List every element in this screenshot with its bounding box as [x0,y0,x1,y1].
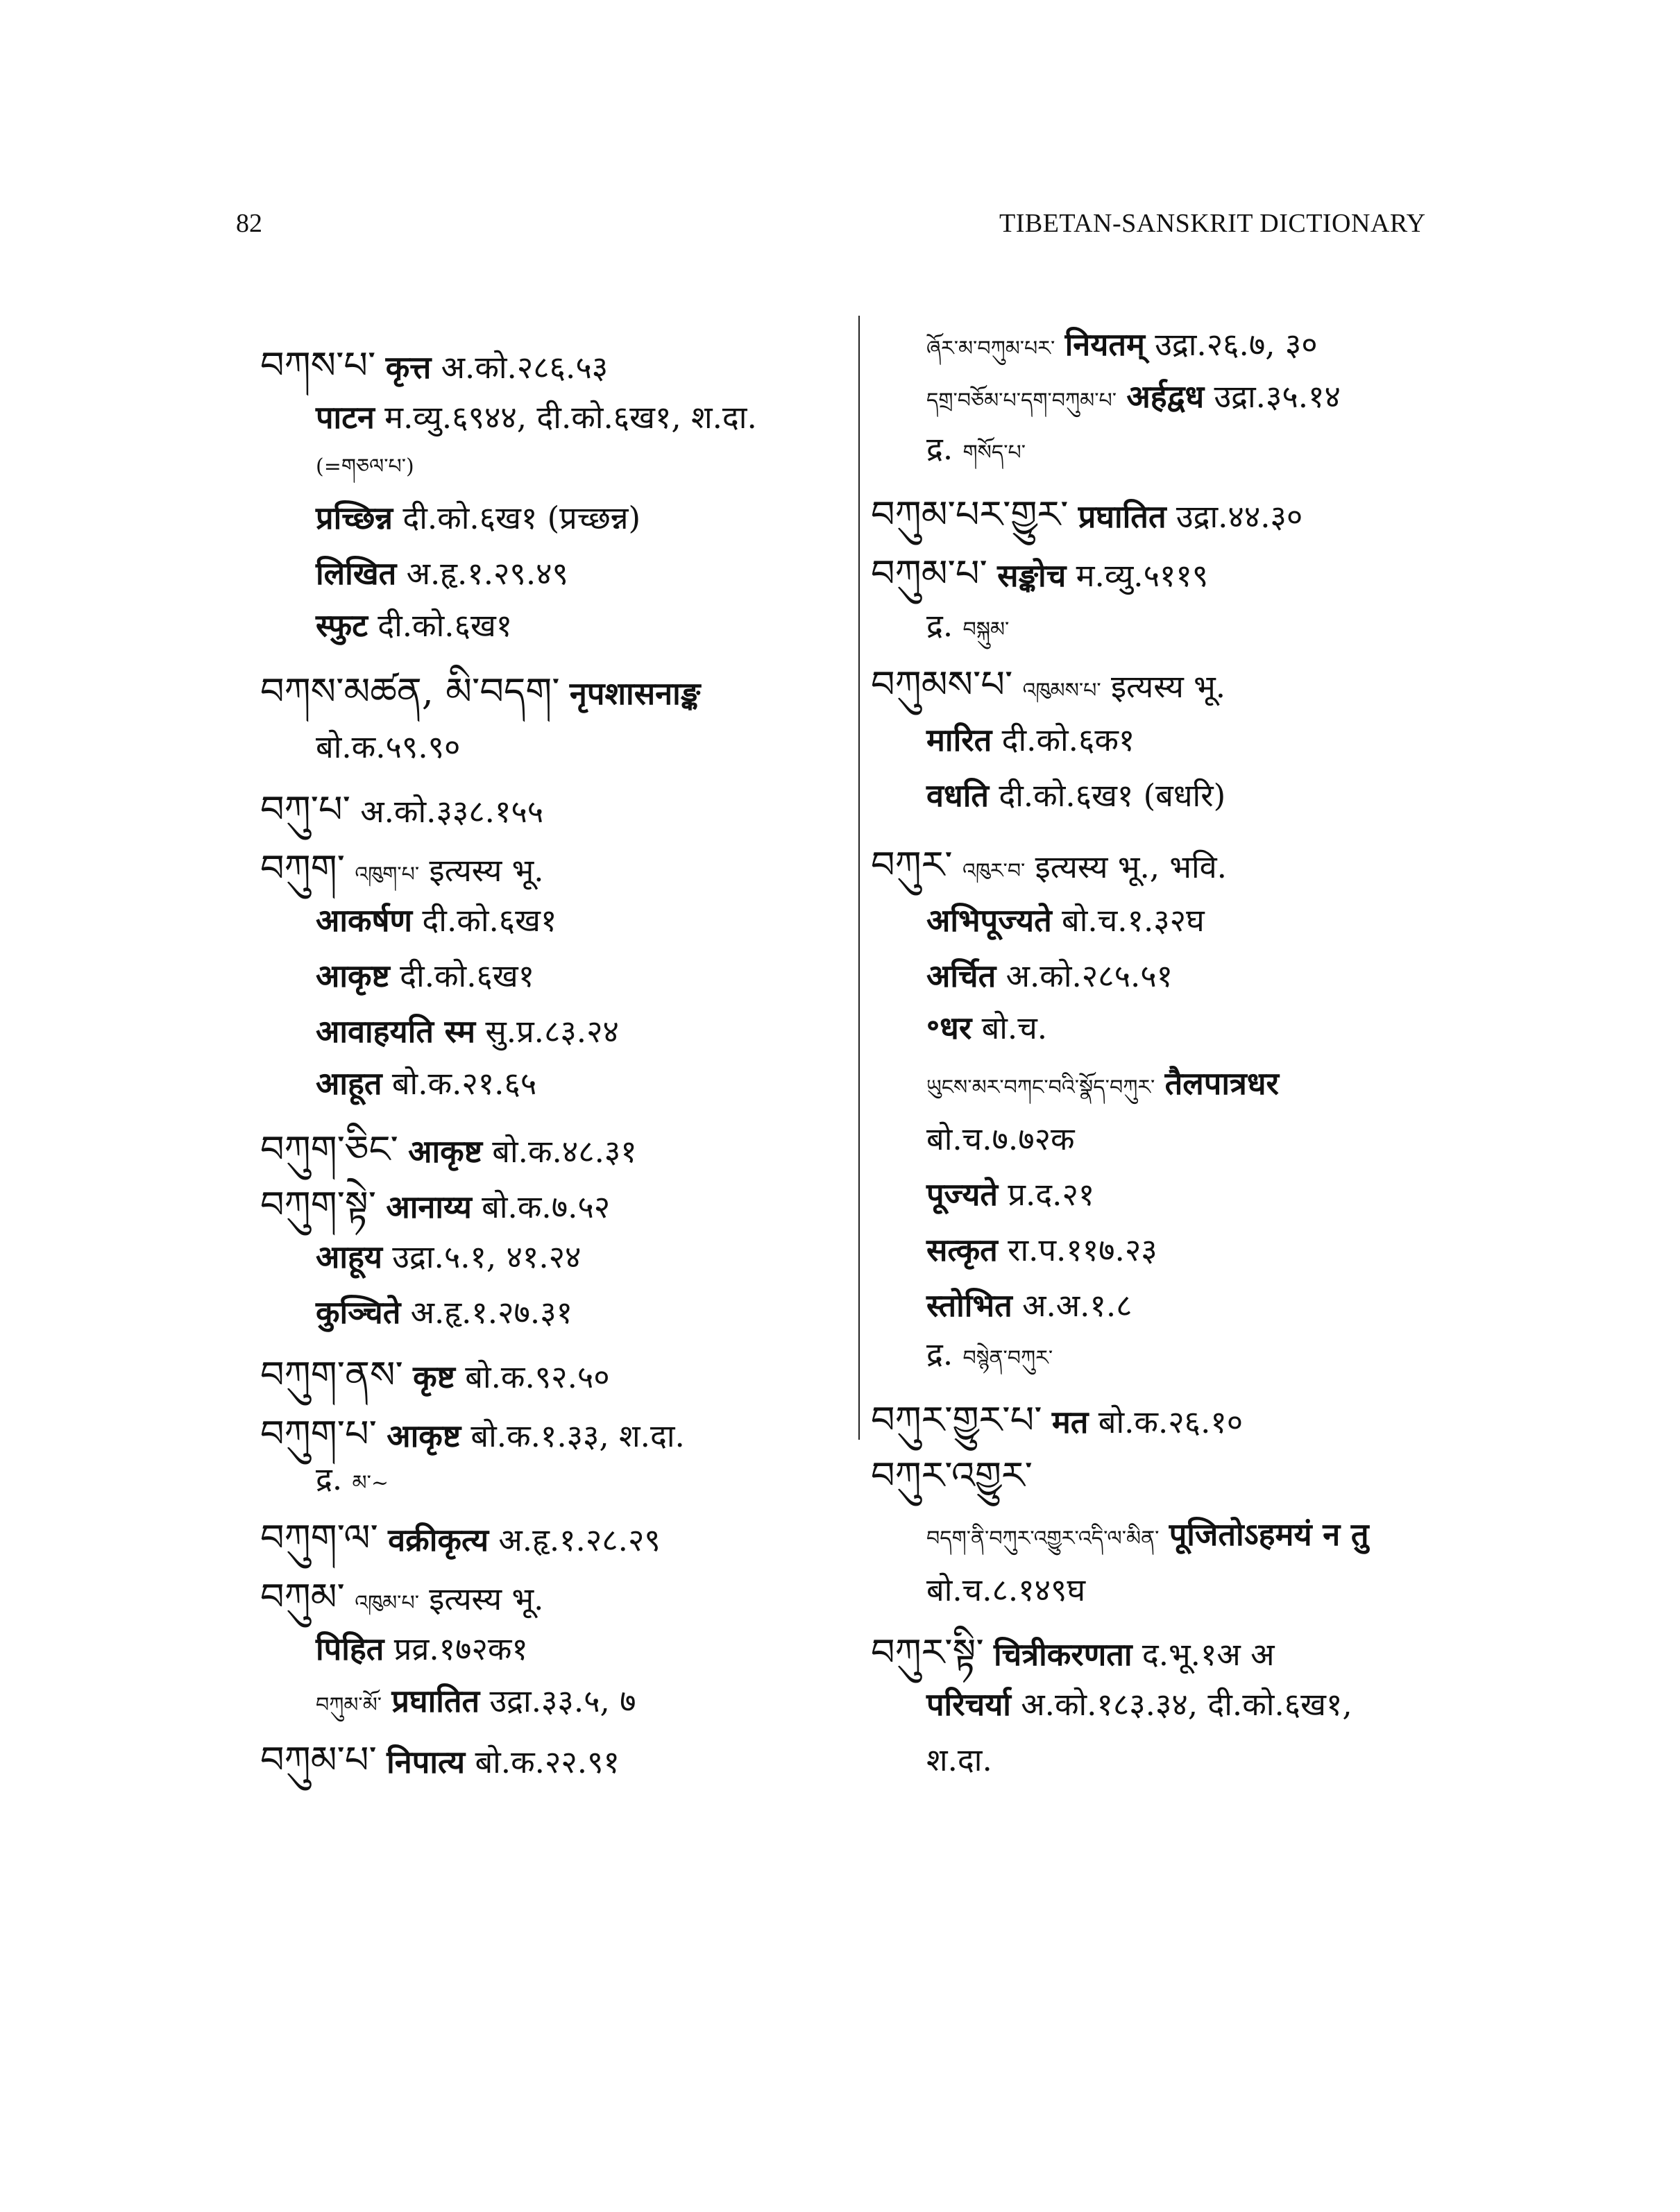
entry-line [926,1742,992,1779]
entry-line [871,493,1303,538]
headword: བཀུམ་པ་ [871,552,987,595]
entry-line [316,399,757,436]
headword: བཀུར་སྟི་ [871,1631,984,1674]
sanskrit-term: आवाहयति स्म [316,1013,476,1050]
entry-line [316,1065,536,1103]
sanskrit-term: आकृष्ट [408,1133,482,1170]
sanskrit-term: निपात्य [387,1744,466,1780]
reference-text: द्र. [926,430,963,467]
reference-text: अ.अ.१.८ [1012,1287,1132,1324]
reference-text: प्र.द.२१ [998,1176,1095,1213]
entry-line [260,1412,685,1457]
headword: བཀུམ་ [260,1575,345,1619]
reference-text: बो.क.४८.३१ [482,1133,637,1170]
tibetan-phrase: ཞོར་མ་བཀུམ་པར་ [926,337,1055,361]
entry-line [316,1683,636,1720]
reference-text: दी.को.६क१ [992,722,1135,758]
reference-text [377,1744,387,1780]
sanskrit-term: प्रघातित [391,1683,480,1719]
sanskrit-term: अर्चित [926,958,996,994]
headword: བཀུ་པ་ [260,788,350,831]
reference-text: अ.को.१८३.३४, दी.को.६ख१, [1010,1686,1352,1723]
entry-line [316,729,460,766]
entry-line [926,1287,1132,1325]
reference-text: दी.को.६ख१ [412,902,557,939]
reference-text [382,1683,391,1719]
tibetan-phrase: དགྲ་བཅོམ་པ་དག་བཀུམ་པ་ [926,389,1117,413]
reference-text: दी.को.६ख१ (बधरि) [989,777,1226,814]
reference-text [377,1418,387,1454]
reference-text: श.दा. [926,1742,992,1778]
reference-text: बो.क.७.५२ [471,1189,611,1225]
tibetan-phrase: བདག་ནི་བཀུར་འགྱུར་འདི་ལ་མིན་ [926,1526,1160,1551]
reference-text [398,1133,408,1170]
entry-line [926,722,1135,759]
sanskrit-term: नियतम् [1064,326,1145,363]
entry-line [871,552,1208,597]
tibetan-phrase: བཀུམ་མོ་ [316,1693,382,1717]
entry-line [316,1461,389,1498]
reference-text [984,1636,994,1673]
reference-text [1155,1065,1164,1102]
sanskrit-term: पूजितोऽहमयं न तु [1169,1516,1369,1553]
entry-line [316,444,414,482]
tibetan-phrase: གསོད་པ་ [962,441,1026,465]
sanskrit-term: तैलपात्रधर [1164,1065,1279,1102]
headword: བཀུག་ནས་ [260,1353,403,1397]
reference-text: द्र. [926,1336,963,1372]
reference-text: द्र. [926,607,963,644]
headword: བཀུར་གྱུར་པ་ [871,1398,1042,1442]
entry-line [316,1013,619,1050]
reference-text [403,1359,413,1395]
tibetan-phrase: འཁུག་པ་ [355,862,420,887]
reference-text [1117,378,1126,415]
reference-text: दी.को.६ख१ [367,607,513,644]
headword: བཀུག་ཅིང་ [260,1128,398,1171]
entry-line [260,1183,610,1228]
entry-line [926,378,1341,416]
entry-line [316,1239,581,1276]
reference-text [1159,1516,1169,1553]
reference-text: अ.हृ.१.२९.४९ [396,555,568,592]
entry-line [260,1128,637,1173]
entry-line [926,1176,1094,1214]
reference-text: म.व्यु.६९४४, दी.को.६ख१, श.दा. [374,399,757,436]
entry-line [316,958,534,995]
reference-text: उद्रा.२६.७, ३० [1144,326,1318,363]
sanskrit-term: स्तोभित [926,1287,1012,1324]
entry-line [260,788,543,833]
sanskrit-term: नृपशासनाङ्क [569,675,701,712]
reference-text [378,1522,388,1558]
entry-line [260,1575,543,1620]
reference-text: बो.च.८.१४९घ [926,1572,1086,1608]
entry-line [260,670,700,715]
reference-text: अ.को.३३८.१५५ [350,793,544,830]
headword: བཀུག་པ་ [260,1412,377,1456]
sanskrit-term: कृत्त [385,349,432,386]
entry-line [316,1294,572,1332]
reference-text: इत्यस्य भू., भवि. [1025,849,1227,885]
reference-text: उद्रा.३३.५, ७ [480,1683,636,1719]
sanskrit-term: मत [1051,1404,1089,1440]
tibetan-phrase: འཁུམ་པ་ [355,1591,419,1615]
entry-line [316,1631,528,1668]
reference-text: द्र. [316,1461,353,1497]
headword: བཀུམ་པ་ [260,1738,377,1782]
reference-text: इत्यस्य भू. [419,852,544,889]
sanskrit-term: आहूत [316,1065,382,1102]
sanskrit-term: पाटन [316,399,375,436]
reference-text: इत्यस्य भू. [1101,668,1226,705]
sanskrit-term: कुञ्चिते [316,1294,401,1331]
column-divider [858,316,860,1440]
reference-text: बो.क.२१.६५ [382,1065,537,1102]
entry-line [316,607,512,645]
reference-text [1055,326,1064,363]
reference-text: दी.को.६ख१ [389,958,535,994]
reference-text: अ.हृ.१.२८.२९ [489,1522,661,1558]
reference-text: द.भू.१अ अ [1132,1636,1275,1673]
tibetan-phrase: འཁུམས་པ་ [1022,679,1101,703]
reference-text: उद्रा.४४.३० [1166,498,1303,535]
reference-text [1068,498,1078,535]
entry-line [260,1738,620,1783]
reference-text [987,557,997,594]
sanskrit-term: मारित [926,722,992,758]
entry-line [871,1454,1033,1499]
entry-line [926,1232,1157,1269]
tibetan-phrase: (=གཅལ་པ་) [316,454,414,479]
reference-text: प्रव्र.१७२क१ [384,1631,528,1667]
tibetan-phrase: བསྐུམ་ [962,618,1010,642]
entry-line [260,1516,661,1561]
entry-line [926,430,1026,468]
sanskrit-term: सत्कृत [926,1232,998,1268]
sanskrit-term: वधति [926,777,990,814]
sanskrit-term: आकृष्ट [387,1418,461,1454]
sanskrit-term: आकृष्ट [316,958,390,994]
running-title: TIBETAN-SANSKRIT DICTIONARY [999,209,1426,238]
sanskrit-term: प्रच्छिन्न [316,500,393,536]
sanskrit-term: अर्हद्वध [1126,378,1205,415]
reference-text: सु.प्र.८३.२४ [475,1013,619,1050]
entry-line [926,326,1318,364]
reference-text: बो.क.५९.९० [316,729,461,765]
headword: བཀས་པ་ [260,343,376,387]
sanskrit-term: सङ्कोच [997,557,1067,594]
page-number: 82 [236,209,262,238]
reference-text: बो.क.१.३३, श.दा. [461,1418,685,1454]
reference-text [345,1581,355,1617]
reference-text [1042,1404,1052,1440]
reference-text [345,852,355,889]
tibetan-phrase: འཁུར་བ་ [962,859,1026,883]
tibetan-phrase: མ་~ [352,1471,389,1495]
entry-line [926,902,1205,939]
reference-text: म.व्यु.५११९ [1066,557,1209,594]
reference-text: बो.क.२२.९१ [465,1744,620,1780]
sanskrit-term: लिखित [316,555,397,592]
entry-line [926,607,1009,645]
sanskrit-term: स्फुट [316,607,368,644]
reference-text [375,349,385,386]
entry-line [926,958,1173,995]
sanskrit-term: आकर्षण [316,902,413,939]
reference-text [953,849,962,885]
sanskrit-term: अभिपूज्यते [926,902,1052,939]
entry-line [316,902,557,939]
entry-line [260,1353,610,1398]
reference-text: अ.को.२८६.५३ [431,349,609,386]
reference-text [560,675,570,712]
headword: བཀུར་འགྱུར་ [871,1454,1033,1497]
sanskrit-term: वक्रीकृत्य [388,1522,489,1558]
reference-text: बो.क.९२.५० [455,1359,610,1395]
sanskrit-term: पूज्यते [926,1176,999,1213]
entry-line [926,1572,1085,1609]
reference-text: बो.क.२६.१० [1088,1404,1244,1440]
reference-text: अ.को.२८५.५१ [996,958,1173,994]
entry-line [926,1065,1279,1103]
sanskrit-term: आनाय्य [386,1189,472,1225]
sanskrit-term: कृष्ट [413,1359,455,1395]
reference-text: अ.हृ.१.२७.३१ [400,1294,573,1331]
entry-line [316,555,568,593]
sanskrit-term: परिचर्या [926,1686,1011,1723]
reference-text: रा.प.११७.२३ [997,1232,1157,1268]
headword: བཀུམས་པ་ [871,663,1013,706]
headword: བཀུག་ལ་ [260,1516,378,1560]
entry-line [316,500,640,537]
entry-line [926,1516,1369,1554]
entry-line [926,777,1225,815]
reference-text: उद्रा.५.१, ४१.२४ [382,1239,582,1275]
sanskrit-term: आहूय [316,1239,382,1275]
tibetan-phrase: ཡུངས་མར་བཀང་བའི་སྣོད་བཀུར་ [926,1075,1155,1100]
reference-text [1012,668,1022,705]
reference-text: बो.च. [971,1010,1048,1046]
entry-line [926,1686,1352,1724]
headword: བཀུམ་པར་གྱུར་ [871,493,1069,536]
entry-line [260,846,544,892]
entry-line [871,843,1227,888]
headword: བཀུག་སྟེ་ [260,1183,377,1227]
entry-line [871,1631,1274,1676]
headword: བཀུར་ [871,843,953,887]
tibetan-phrase: བསྙེན་བཀུར་ [962,1346,1053,1370]
entry-line [871,1398,1243,1443]
sanskrit-term: चित्रीकरणता [994,1636,1132,1673]
entry-line [926,1010,1047,1047]
sanskrit-term: प्रघातित [1078,498,1166,535]
entry-line [926,1121,1075,1158]
entry-line [926,1336,1053,1373]
reference-text: इत्यस्य भू. [419,1581,544,1617]
sanskrit-term: ॰धर [926,1010,972,1046]
entry-line [260,343,608,389]
entry-line [871,663,1225,708]
reference-text: बो.च.१.३२घ [1051,902,1205,939]
sanskrit-term: पिहित [316,1631,384,1667]
reference-text [376,1189,386,1225]
headword: བཀས་མཚན, མི་བདག་ [260,670,560,713]
reference-text: दी.को.६ख१ (प्रच्छन्न) [393,500,641,536]
headword: བཀུག་ [260,846,345,890]
reference-text: बो.च.७.७२क [926,1121,1075,1157]
reference-text: उद्रा.३५.१४ [1204,378,1341,415]
